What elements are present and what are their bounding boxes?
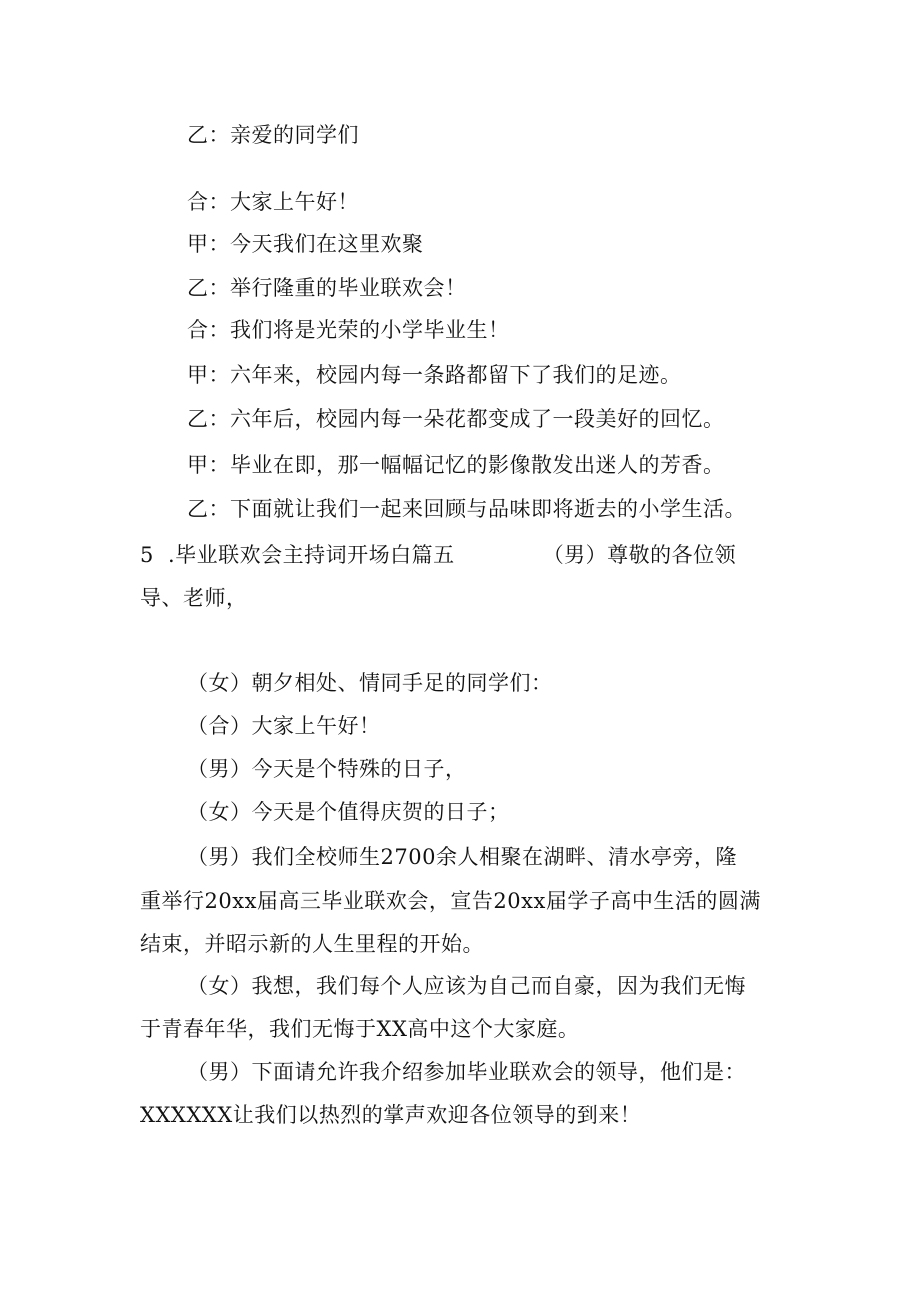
section-number: 5 (140, 543, 154, 567)
paragraph-line: 于青春年华，我们无悔于XX高中这个大家庭。 (140, 1017, 580, 1041)
dialogue-line: 乙：六年后，校园内每一朵花都变成了一段美好的回忆。 (187, 407, 725, 431)
section-first-line: （男）尊敬的各位领 (542, 543, 737, 567)
paragraph-line: XXXXXX让我们以热烈的掌声欢迎各位领导的到来！ (140, 1103, 642, 1127)
paragraph-line: 重举行20xx届高三毕业联欢会，宣告20xx届学子高中生活的圆满 (140, 889, 761, 913)
dialogue-line: 乙：下面就让我们一起来回顾与品味即将逝去的小学生活。 (187, 497, 746, 521)
paragraph-line: （女）我想，我们每个人应该为自己而自豪，因为我们无悔 (187, 974, 746, 998)
paragraph-line: （男）下面请允许我介绍参加毕业联欢会的领导，他们是： (187, 1060, 746, 1084)
dialogue-line: （女）朝夕相处、情同手足的同学们： (187, 671, 553, 695)
dialogue-line: 合：我们将是光荣的小学毕业生！ (187, 318, 510, 342)
paragraph-line: 结束，并昭示新的人生里程的开始。 (140, 932, 484, 956)
dialogue-line: 乙：举行隆重的毕业联欢会！ (187, 276, 467, 300)
dialogue-line: 合：大家上午好！ (187, 190, 359, 214)
section-continuation: 导、老师， (140, 586, 248, 610)
dialogue-line: 乙：亲爱的同学们 (187, 123, 359, 147)
dialogue-line: （男）今天是个特殊的日子， (187, 757, 467, 781)
dialogue-line: 甲：六年来，校园内每一条路都留下了我们的足迹。 (187, 363, 682, 387)
dialogue-line: （女）今天是个值得庆贺的日子； (187, 800, 510, 824)
dialogue-line: 甲：今天我们在这里欢聚 (187, 232, 424, 256)
section-title: .毕业联欢会主持词开场白篇五 (168, 543, 455, 567)
dialogue-line: 甲：毕业在即，那一幅幅记忆的影像散发出迷人的芳香。 (187, 453, 725, 477)
paragraph-line: （男）我们全校师生2700余人相聚在湖畔、清水亭旁，隆 (187, 845, 737, 869)
section-heading (140, 541, 800, 569)
dialogue-line: （合）大家上午好！ (187, 714, 381, 738)
